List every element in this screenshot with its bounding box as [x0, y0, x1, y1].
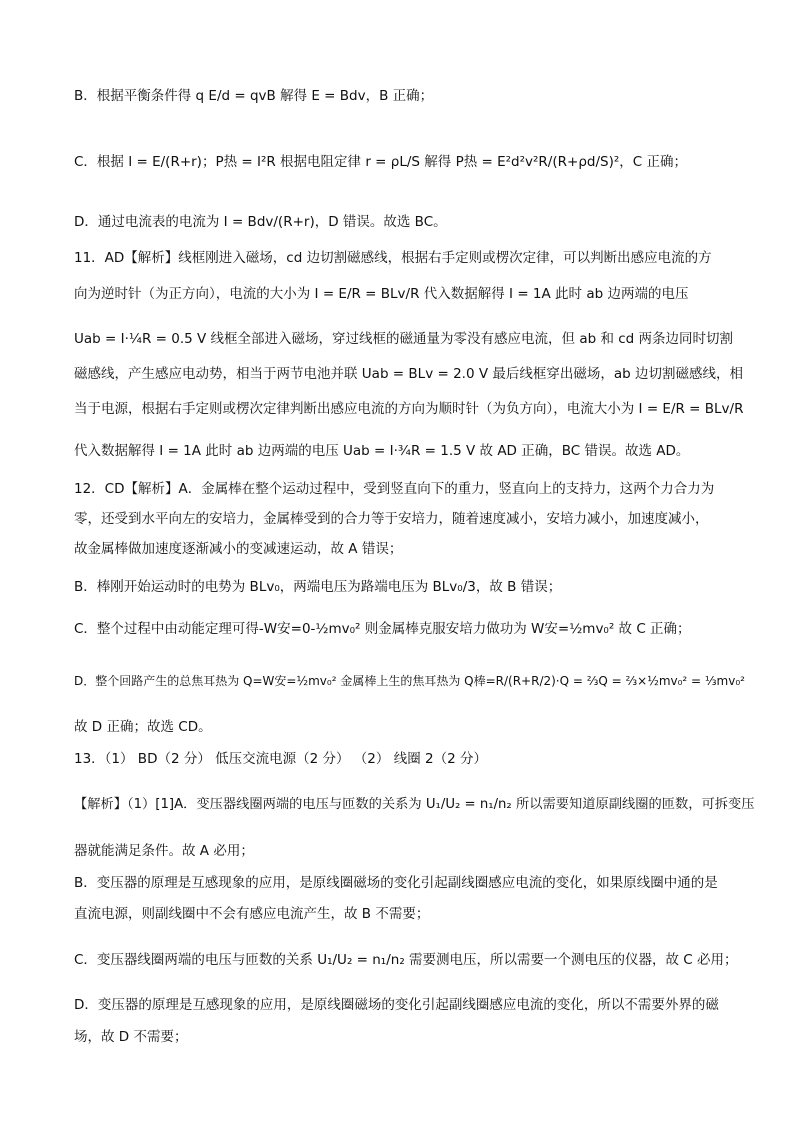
text-line: 12．CD【解析】A．金属棒在整个运动过程中，受到竖直向下的重力，竖直向上的支持力，这两个力合力为 [74, 481, 715, 497]
text-line: 【解析】（1）[1]A．变压器线圈两端的电压与匝数的关系为 U₁/U₂ = n₁/n₂ 所以需要知道原副线圈的匝数，可拆变压 [74, 797, 755, 812]
text-line: 零，还受到水平向左的安培力，金属棒受到的合力等于安培力，随着速度减小，安培力减小，加速度减小， [74, 511, 709, 527]
text-line: B．根据平衡条件得 q E/d = qvB 解得 E = Bdv，B 正确； [74, 88, 434, 104]
text-line: D．变压器的原理是互感现象的应用，是原线圈磁场的变化引起副线圈感应电流的变化，所以不需要外界的磁 [74, 997, 719, 1013]
text-line: D．整个回路产生的总焦耳热为 Q=W安=½mv₀² 金属棒上生的焦耳热为 Q棒=R/(R+R/2)·Q = ⅔Q = ⅔×½mv₀² = ⅓mv₀² [74, 674, 745, 688]
text-line: C．根据 I = E/(R+r)；P热 = I²R 根据电阻定律 r = ρL/S 解得 P热 = E²d²v²R/(R+ρd/S)²，C 正确； [74, 154, 687, 170]
text-line: C．整个过程中由动能定理可得-W安=0-½mv₀² 则金属棒克服安培力做功为 W安=½mv₀² 故 C 正确； [74, 621, 691, 637]
text-line: Uab = I·¼R = 0.5 V 线框全部进入磁场，穿过线框的磁通量为零没有感应电流，但 ab 和 cd 两条边同时切割 [74, 331, 734, 347]
text-line: C．变压器线圈两端的电压与匝数的关系 U₁/U₂ = n₁/n₂ 需要测电压，所以需要一个测电压的仪器，故 C 必用； [74, 952, 738, 968]
text-line: 故 D 正确；故选 CD。 [74, 719, 212, 735]
text-line: B．棒刚开始运动时的电势为 BLv₀，两端电压为路端电压为 BLv₀/3，故 B 错误； [74, 579, 562, 595]
text-line: 13．（1） BD（2 分） 低压交流电源（2 分） （2） 线圈 2（2 分） [74, 751, 487, 767]
text-line: 11．AD【解析】线框刚进入磁场，cd 边切割磁感线，根据右手定则或楞次定律，可以判断出感应电流的方 [74, 250, 712, 266]
text-line: 当于电源，根据右手定则或楞次定律判断出感应电流的方向为顺时针（为负方向），电流大小为 I = E/R = BLv/R [74, 401, 744, 417]
text-line: 代入数据解得 I = 1A 此时 ab 边两端的电压 Uab = I·¾R = 1.5 V 故 AD 正确，BC 错误。故选 AD。 [74, 443, 690, 459]
text-line: 磁感线，产生感应电动势，相当于两节电池并联 Uab = BLv = 2.0 V 最后线框穿出磁场，ab 边切割磁感线，相 [74, 366, 743, 382]
text-line: 向为逆时针（为正方向），电流的大小为 I = E/R = BLv/R 代入数据解得 I = 1A 此时 ab 边两端的电压 [74, 286, 689, 302]
text-line: D．通过电流表的电流为 I = Bdv/(R+r)，D 错误。故选 BC。 [74, 214, 447, 230]
text-line: 器就能满足条件。故 A 必用； [74, 843, 254, 859]
text-line: 故金属棒做加速度逐渐减小的变减速运动，故 A 错误； [74, 541, 403, 557]
text-line: B．变压器的原理是互感现象的应用，是原线圈磁场的变化引起副线圈感应电流的变化，如果原线圈中通的是 [74, 875, 718, 891]
text-line: 直流电源，则副线圈中不会有感应电流产生，故 B 不需要； [74, 906, 430, 922]
text-line: 场，故 D 不需要； [74, 1029, 188, 1045]
